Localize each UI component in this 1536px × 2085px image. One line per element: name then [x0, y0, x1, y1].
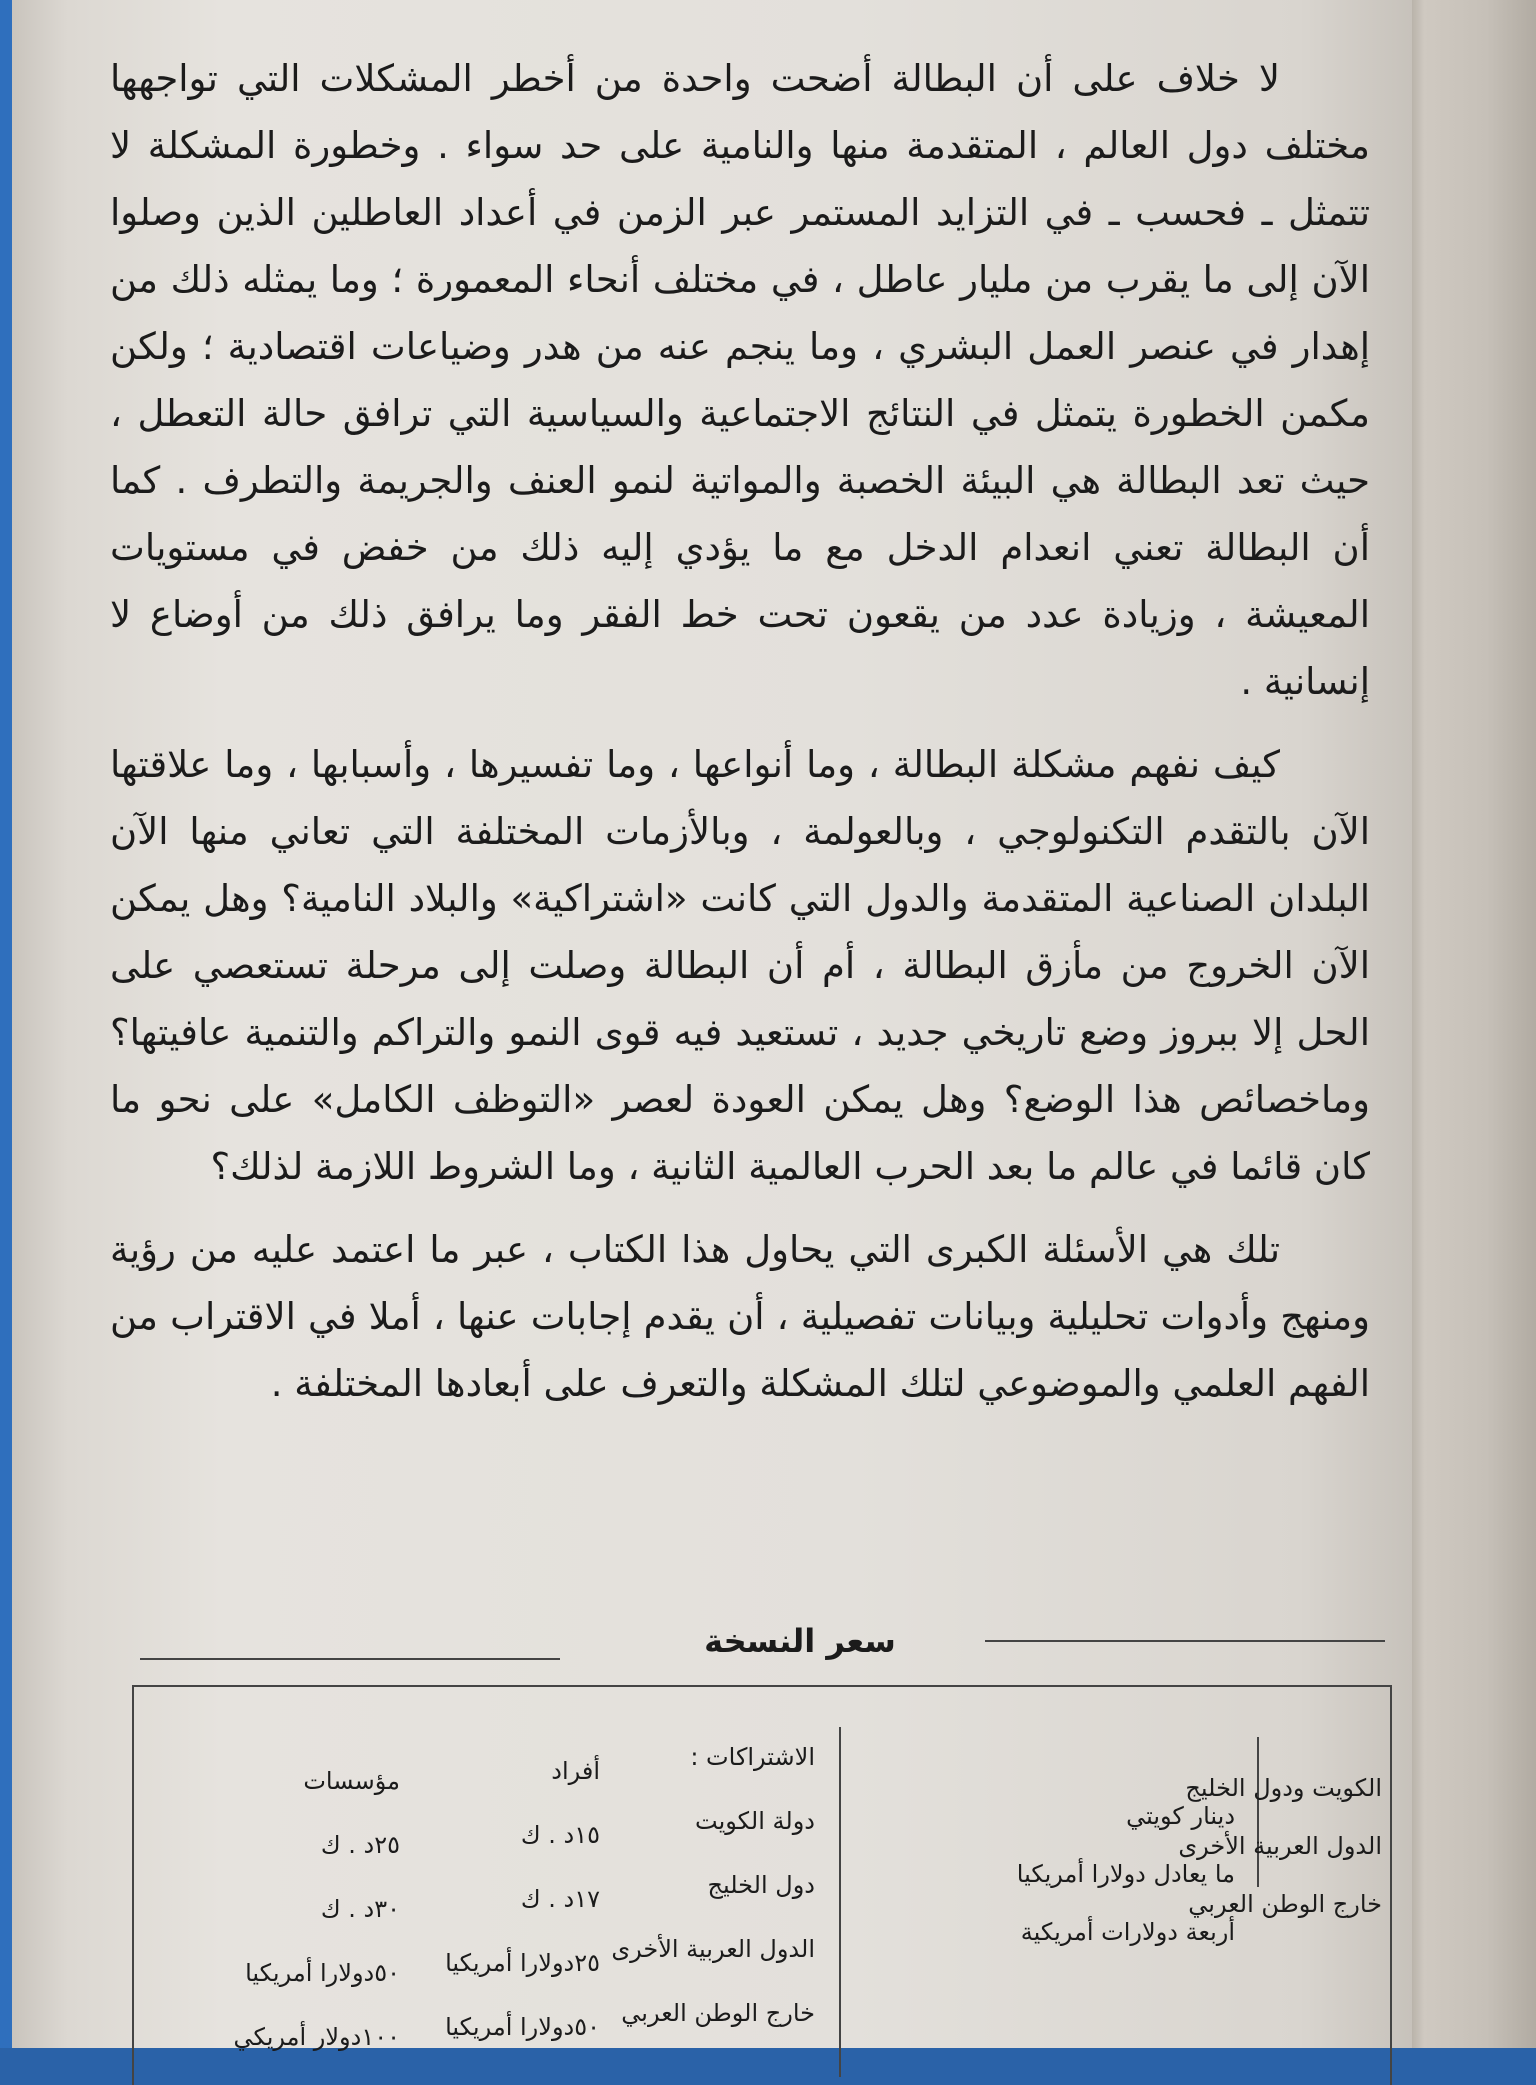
- price-value: أربعة دولارات أمريكية: [1020, 1918, 1235, 1946]
- price-region: خارج الوطن العربي: [1188, 1890, 1382, 1918]
- divider-right: [985, 1640, 1385, 1642]
- individuals-column: [445, 1739, 600, 2059]
- divider-left: [140, 1658, 560, 1660]
- individuals-price: ١٧د . ك: [520, 1885, 600, 1913]
- price-title: سعر النسخة: [704, 1622, 896, 1660]
- subscription-regions: [611, 1725, 815, 2045]
- paragraph-2: كيف نفهم مشكلة البطالة ، وما أنواعها ، وما تفسيرها ، وأسبابها ، وما علاقتها الآن بالتقدم التكنولوجي ، وبالعولمة ، وبالأزمات المختلفة التي تعاني منها الآن البلدان الصناعية المتقدمة والدول التي كانت «اشتراكية» والبلاد النامية؟ وهل يمكن الآن الخروج من مأزق البطالة ، أم أن البطالة وصلت إلى مرحلة تستعصي على الحل إلا ببروز وضع تاريخي جديد ، تستعيد فيه قوى النمو والتراكم والتنمية عافيتها؟ وماخصائص هذا الوضع؟ وهل يمكن العودة لعصر «التوظف الكامل» على نحو ما كان قائما في عالم ما بعد الحرب العالمية الثانية ، وما الشروط اللازمة لذلك؟: [110, 743, 1370, 1188]
- price-value: ما يعادل دولارا أمريكيا: [1016, 1860, 1235, 1888]
- price-values: [1017, 1787, 1235, 1961]
- institutions-column: [233, 1749, 400, 2069]
- individuals-price: ٢٥دولارا أمريكيا: [445, 1949, 600, 1977]
- body-text: [110, 45, 1370, 1433]
- institutions-header: مؤسسات: [303, 1767, 400, 1795]
- cover-edge: [0, 0, 12, 2048]
- individuals-price: ٥٠دولارا أمريكيا: [445, 2013, 600, 2041]
- institutions-price: ٣٠د . ك: [320, 1895, 400, 1923]
- subscription-region: الدول العربية الأخرى: [611, 1935, 815, 1963]
- page-edge: [1412, 0, 1536, 2048]
- divider-vertical-2: [839, 1727, 841, 2077]
- institutions-price: ٥٠دولارا أمريكيا: [245, 1959, 400, 1987]
- paragraph-1: لا خلاف على أن البطالة أضحت واحدة من أخطر المشكلات التي تواجهها مختلف دول العالم ، المتقدمة منها والنامية على حد سواء . وخطورة المشكلة لا تتمثل ـ فحسب ـ في التزايد المستمر عبر الزمن في أعداد العاطلين الذين وصلوا الآن إلى ما يقرب من مليار عاطل ، في مختلف أنحاء المعمورة ؛ وما يمثله ذلك من إهدار في عنصر العمل البشري ، وما ينجم عنه من هدر وضياعات اقتصادية ؛ ولكن مكمن الخطورة يتمثل في النتائج الاجتماعية والسياسية التي ترافق حالة التعطل ، حيث تعد البطالة هي البيئة الخصبة والمواتية لنمو العنف والجريمة والتطرف . كما أن البطالة تعني انعدام الدخل مع ما يؤدي إليه ذلك من خفض في مستويات المعيشة ، وزيادة عدد من يقعون تحت خط الفقر وما يرافق ذلك من أوضاع لا إنسانية .: [110, 57, 1370, 703]
- subscription-region: دول الخليج: [707, 1871, 815, 1899]
- price-region: الكويت ودول الخليج: [1185, 1774, 1382, 1802]
- price-table: [132, 1685, 1392, 2085]
- institutions-price: ٢٥د . ك: [320, 1831, 400, 1859]
- subscription-region: خارج الوطن العربي: [621, 1999, 815, 2027]
- price-value: دينار كويتي: [1126, 1802, 1235, 1830]
- subscription-region: دولة الكويت: [695, 1807, 815, 1835]
- price-region: الدول العربية الأخرى: [1178, 1832, 1382, 1860]
- individuals-header: أفراد: [551, 1757, 600, 1785]
- individuals-price: ١٥د . ك: [520, 1821, 600, 1849]
- subscriptions-header: الاشتراكات :: [690, 1743, 815, 1771]
- institutions-price: ١٠٠دولار أمريكي: [233, 2023, 400, 2051]
- paragraph-3: تلك هي الأسئلة الكبرى التي يحاول هذا الكتاب ، عبر ما اعتمد عليه من رؤية ومنهج وأدوات تحليلية وبيانات تفصيلية ، أن يقدم إجابات عنها ، أملا في الاقتراب من الفهم العلمي والموضوعي لتلك المشكلة والتعرف على أبعادها المختلفة .: [110, 1228, 1370, 1405]
